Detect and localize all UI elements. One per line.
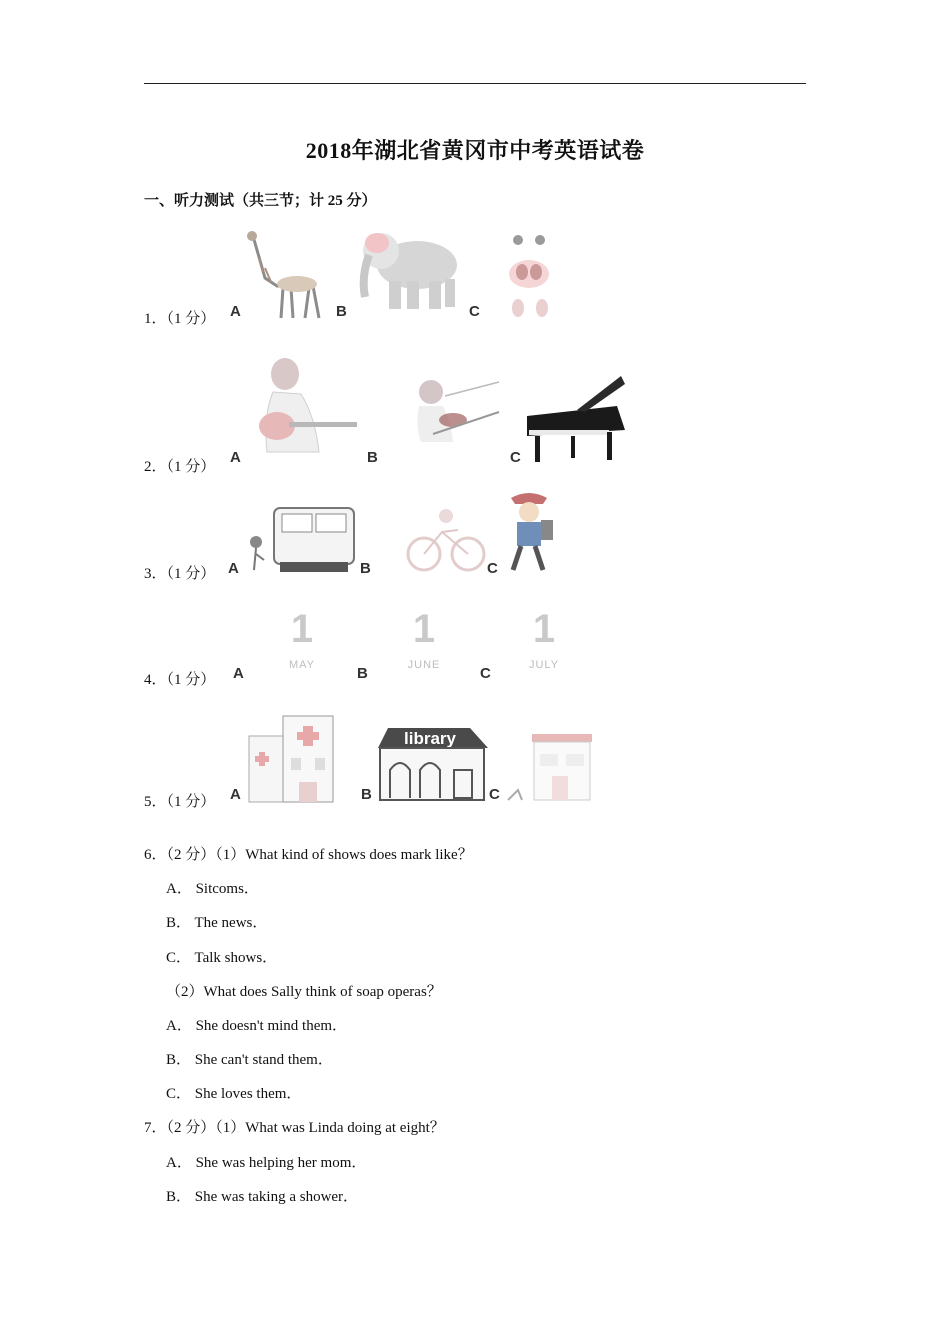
- q7-1-option-a: A． She was helping her mom．: [166, 1155, 367, 1171]
- page-title: 2018年湖北省黄冈市中考英语试卷: [305, 138, 645, 163]
- calendar-day: 1: [412, 607, 436, 651]
- question-1-number: 1．（1 分）: [144, 311, 216, 327]
- calendar-july: [510, 600, 580, 674]
- q6-2-option-c: C． She loves them．: [166, 1086, 302, 1102]
- hospital-icon: [243, 712, 353, 804]
- question-5-number: 5．（1 分）: [144, 794, 216, 810]
- q6-1-option-b: B． The news．: [166, 915, 268, 931]
- library-sign: library: [404, 729, 456, 748]
- question-3-number: 3．（1 分）: [144, 566, 216, 582]
- question-6-part2-stem: （2）What does Sally think of soap operas？: [166, 984, 442, 1000]
- q6-1-option-a: A． Sitcoms．: [166, 881, 259, 897]
- calendar-month: JULY: [528, 659, 560, 671]
- question-6-stem: 6．（2 分）（1）What kind of shows does mark like？: [144, 847, 473, 863]
- question-2-number: 2．（1 分）: [144, 459, 216, 475]
- q5-option-a-label: A: [230, 786, 241, 803]
- q6-2-option-a: A． She doesn't mind them．: [166, 1018, 348, 1034]
- header-rule: [144, 83, 806, 84]
- q4-option-a-label: A: [233, 665, 244, 682]
- section-heading: 一、听力测试（共三节；计 25 分）: [144, 193, 377, 209]
- q2-option-b-label: B: [367, 449, 378, 466]
- piano-icon: [521, 370, 631, 466]
- q1-option-a-label: A: [230, 303, 241, 320]
- elephant-icon: [355, 225, 463, 313]
- calendar-may: [270, 600, 340, 674]
- calendar-day: 1: [290, 607, 314, 651]
- q3-option-c-label: C: [487, 560, 498, 577]
- q1-option-c-label: C: [469, 303, 480, 320]
- q2-option-a-label: A: [230, 449, 241, 466]
- q5-option-c-label: C: [489, 786, 500, 803]
- calendar-day: 1: [532, 607, 556, 651]
- walking-boy-icon: [503, 490, 561, 574]
- q4-option-b-label: B: [357, 665, 368, 682]
- q3-option-a-label: A: [228, 560, 239, 577]
- question-4-number: 4．（1 分）: [144, 672, 216, 688]
- post-office-icon: [504, 730, 594, 802]
- q4-option-c-label: C: [480, 665, 491, 682]
- violin-player-icon: [403, 376, 505, 444]
- calendar-month: JUNE: [407, 659, 441, 671]
- calendar-june: [390, 600, 460, 674]
- q2-option-c-label: C: [510, 449, 521, 466]
- q1-option-b-label: B: [336, 303, 347, 320]
- q3-option-b-label: B: [360, 560, 371, 577]
- question-7-stem: 7．（2 分）（1）What was Linda doing at eight？: [144, 1120, 445, 1136]
- calendar-month: MAY: [288, 659, 316, 671]
- q6-1-option-c: C． Talk shows．: [166, 950, 278, 966]
- giraffe-icon: [243, 228, 328, 320]
- q5-option-b-label: B: [361, 786, 372, 803]
- bike-icon: [402, 502, 492, 576]
- panda-icon: [500, 232, 558, 322]
- guitar-player-icon: [243, 356, 361, 456]
- bus-icon: [240, 498, 358, 576]
- q6-2-option-b: B． She can't stand them．: [166, 1052, 333, 1068]
- library-icon: [368, 722, 490, 802]
- q7-1-option-b: B． She was taking a shower．: [166, 1189, 359, 1205]
